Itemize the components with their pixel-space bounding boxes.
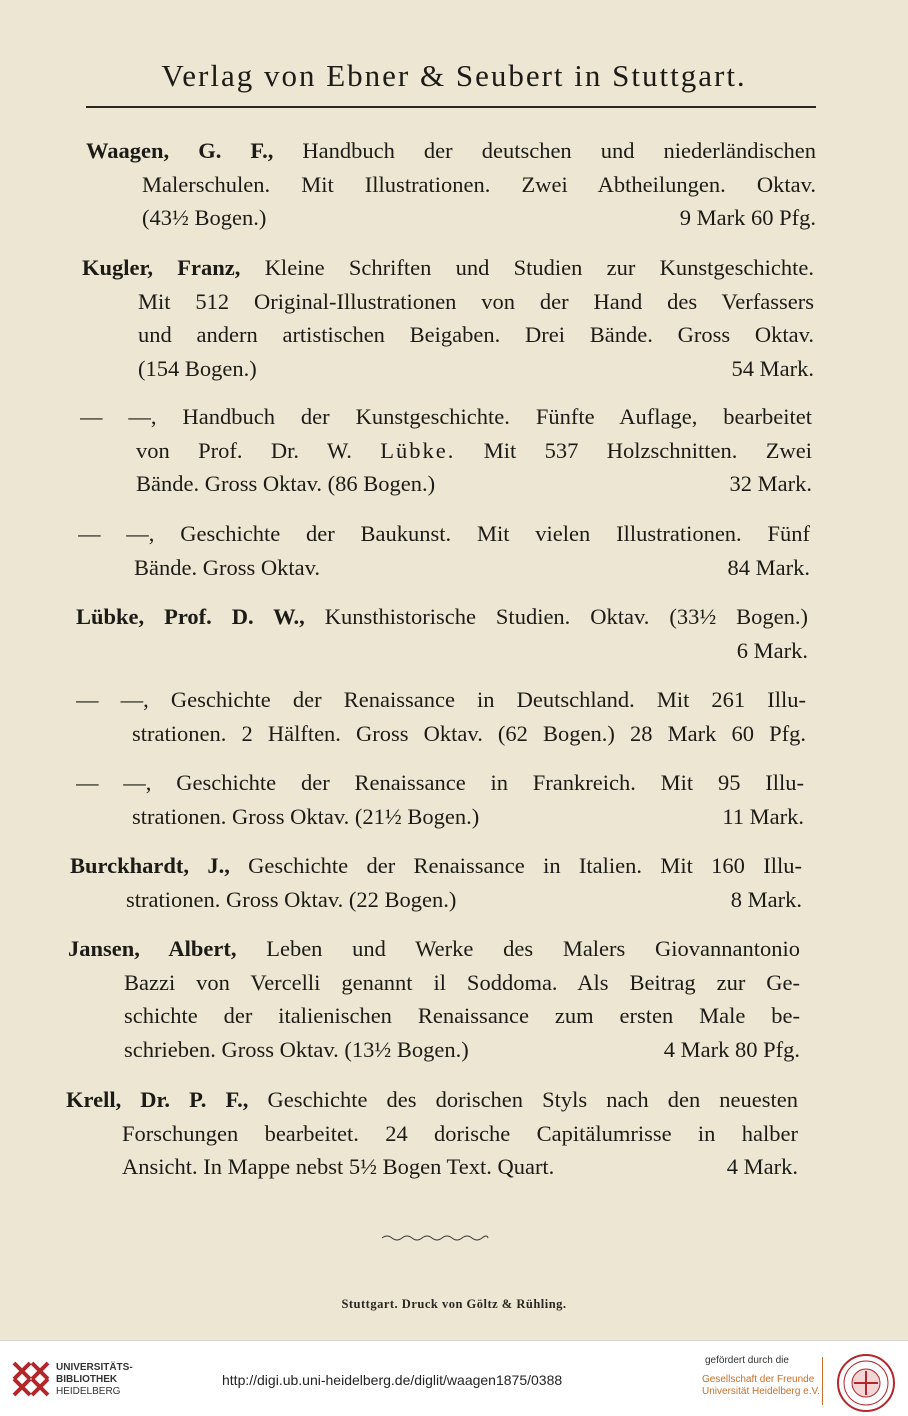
entry-text: Mit 512 Original-Illustrationen von der Hand des Verfassers bbox=[138, 288, 814, 314]
entry-text: Ansicht. In Mappe nebst 5½ Bogen Text. Quart. bbox=[122, 1154, 555, 1179]
ditto-dash: — —, bbox=[76, 770, 152, 795]
entry-text: Geschichte des dorischen Styls nach den neuesten bbox=[267, 1087, 798, 1112]
library-logo-icon bbox=[10, 1359, 50, 1399]
entry-author: Waagen, G. F., bbox=[86, 138, 274, 163]
entry-text: Geschichte der Renaissance in Italien. Mit 160 Illu- bbox=[248, 853, 802, 878]
catalog-entry bbox=[76, 766, 804, 833]
entry-text: Geschichte der Renaissance in Deutschland. Mit 261 Illu- bbox=[170, 687, 806, 712]
entry-author: Burckhardt, J., bbox=[70, 853, 230, 878]
catalog-entry bbox=[76, 683, 806, 750]
entry-text: strationen. Gross Oktav. (22 Bogen.) bbox=[126, 886, 457, 912]
catalog-entry bbox=[68, 932, 800, 1066]
entry-author: Lübke, Prof. D. W., bbox=[76, 604, 305, 629]
printer-imprint: Stuttgart. Druck von Göltz & Rühling. bbox=[341, 1297, 567, 1311]
entry-price: 11 Mark. bbox=[722, 803, 804, 829]
entry-price: 4 Mark. bbox=[726, 1154, 798, 1179]
catalog-entry bbox=[80, 400, 812, 501]
title-rule bbox=[86, 106, 816, 108]
entry-text: schrieben. Gross Oktav. (13½ Bogen.) bbox=[124, 1036, 469, 1062]
catalog-entry bbox=[70, 849, 802, 916]
entry-text: von Prof. Dr. W. bbox=[136, 437, 352, 463]
catalog-entry bbox=[86, 134, 816, 235]
entry-author-name: Lübke. bbox=[380, 437, 456, 463]
entry-price: 9 Mark 60 Pfg. bbox=[679, 205, 816, 230]
entry-price: 32 Mark. bbox=[729, 471, 812, 496]
entry-price: 84 Mark. bbox=[727, 554, 810, 580]
entry-text: Handbuch der deutschen und niederländischen bbox=[302, 138, 816, 163]
entry-text: Kleine Schriften und Studien zur Kunstgeschichte. bbox=[264, 255, 814, 280]
catalog-entry bbox=[76, 600, 808, 667]
entry-text: Leben und Werke des Malers Giovannantonio bbox=[266, 936, 800, 961]
catalog-entry bbox=[82, 251, 814, 385]
ditto-dash: — —, bbox=[76, 687, 149, 712]
entry-text: Malerschulen. Mit Illustrationen. Zwei Abtheilungen. Oktav. bbox=[142, 171, 816, 197]
entry-text: Kunsthistorische Studien. Oktav. (33½ Bogen.) bbox=[324, 604, 808, 629]
entry-text: Bazzi von Vercelli genannt il Soddoma. Als Beitrag zur Ge- bbox=[124, 969, 800, 995]
entry-text: Bände. Gross Oktav. (86 Bogen.) bbox=[136, 471, 436, 496]
catalog-entry bbox=[66, 1083, 798, 1184]
entry-text: Bände. Gross Oktav. bbox=[134, 554, 321, 580]
ditto-dash: — —, bbox=[80, 404, 157, 429]
entry-author: Kugler, Franz, bbox=[82, 255, 241, 280]
ornamental-divider bbox=[380, 1234, 490, 1242]
entry-author: Jansen, Albert, bbox=[68, 936, 237, 961]
catalog-entry bbox=[78, 517, 810, 584]
library-name: UNIVERSITÄTS- BIBLIOTHEK HEIDELBERG bbox=[56, 1362, 133, 1397]
entry-author: Krell, Dr. P. F., bbox=[66, 1087, 249, 1112]
entry-price: 54 Mark. bbox=[731, 355, 814, 381]
entry-price: 4 Mark 80 Pfg. bbox=[663, 1036, 800, 1062]
page-title: Verlag von Ebner & Seubert in Stuttgart. bbox=[161, 58, 747, 93]
entry-text: und andern artistischen Beigaben. Drei Bände. Gross Oktav. bbox=[138, 322, 814, 347]
entry-text: Handbuch der Kunstgeschichte. Fünfte Auflage, bearbeitet bbox=[182, 404, 812, 429]
entry-text: strationen. Gross Oktav. (21½ Bogen.) bbox=[132, 803, 480, 829]
entry-text: Geschichte der Baukunst. Mit vielen Illustrationen. Fünf bbox=[180, 521, 810, 546]
digitization-footer bbox=[0, 1340, 908, 1416]
permalink-url[interactable]: http://digi.ub.uni-heidelberg.de/diglit/waagen1875/0388 bbox=[222, 1372, 563, 1388]
entry-text: (43½ Bogen.) bbox=[142, 205, 267, 230]
entry-price: 8 Mark. bbox=[730, 886, 802, 912]
entry-text: Forschungen bearbeitet. 24 dorische Capitälumrisse in halber bbox=[122, 1120, 798, 1146]
entry-text: Geschichte der Renaissance in Frankreich. Mit 95 Illu- bbox=[176, 770, 804, 795]
entry-text: schichte der italienischen Renaissance zum ersten Male be- bbox=[124, 1003, 800, 1028]
university-seal-icon bbox=[836, 1353, 896, 1413]
sponsor-name: Gesellschaft der Freunde Universität Heidelberg e.V. bbox=[702, 1374, 821, 1397]
sponsor-divider bbox=[822, 1357, 823, 1405]
sponsor-label: gefördert durch die bbox=[705, 1355, 789, 1366]
entry-text: strationen. 2 Hälften. Gross Oktav. (62 Bogen.) 28 Mark 60 Pfg. bbox=[132, 720, 806, 746]
entry-text: (154 Bogen.) bbox=[138, 355, 257, 381]
entry-text: Mit 537 Holzschnitten. Zwei bbox=[483, 437, 812, 463]
entry-price: 6 Mark. bbox=[736, 637, 808, 663]
ditto-dash: — —, bbox=[78, 521, 155, 546]
